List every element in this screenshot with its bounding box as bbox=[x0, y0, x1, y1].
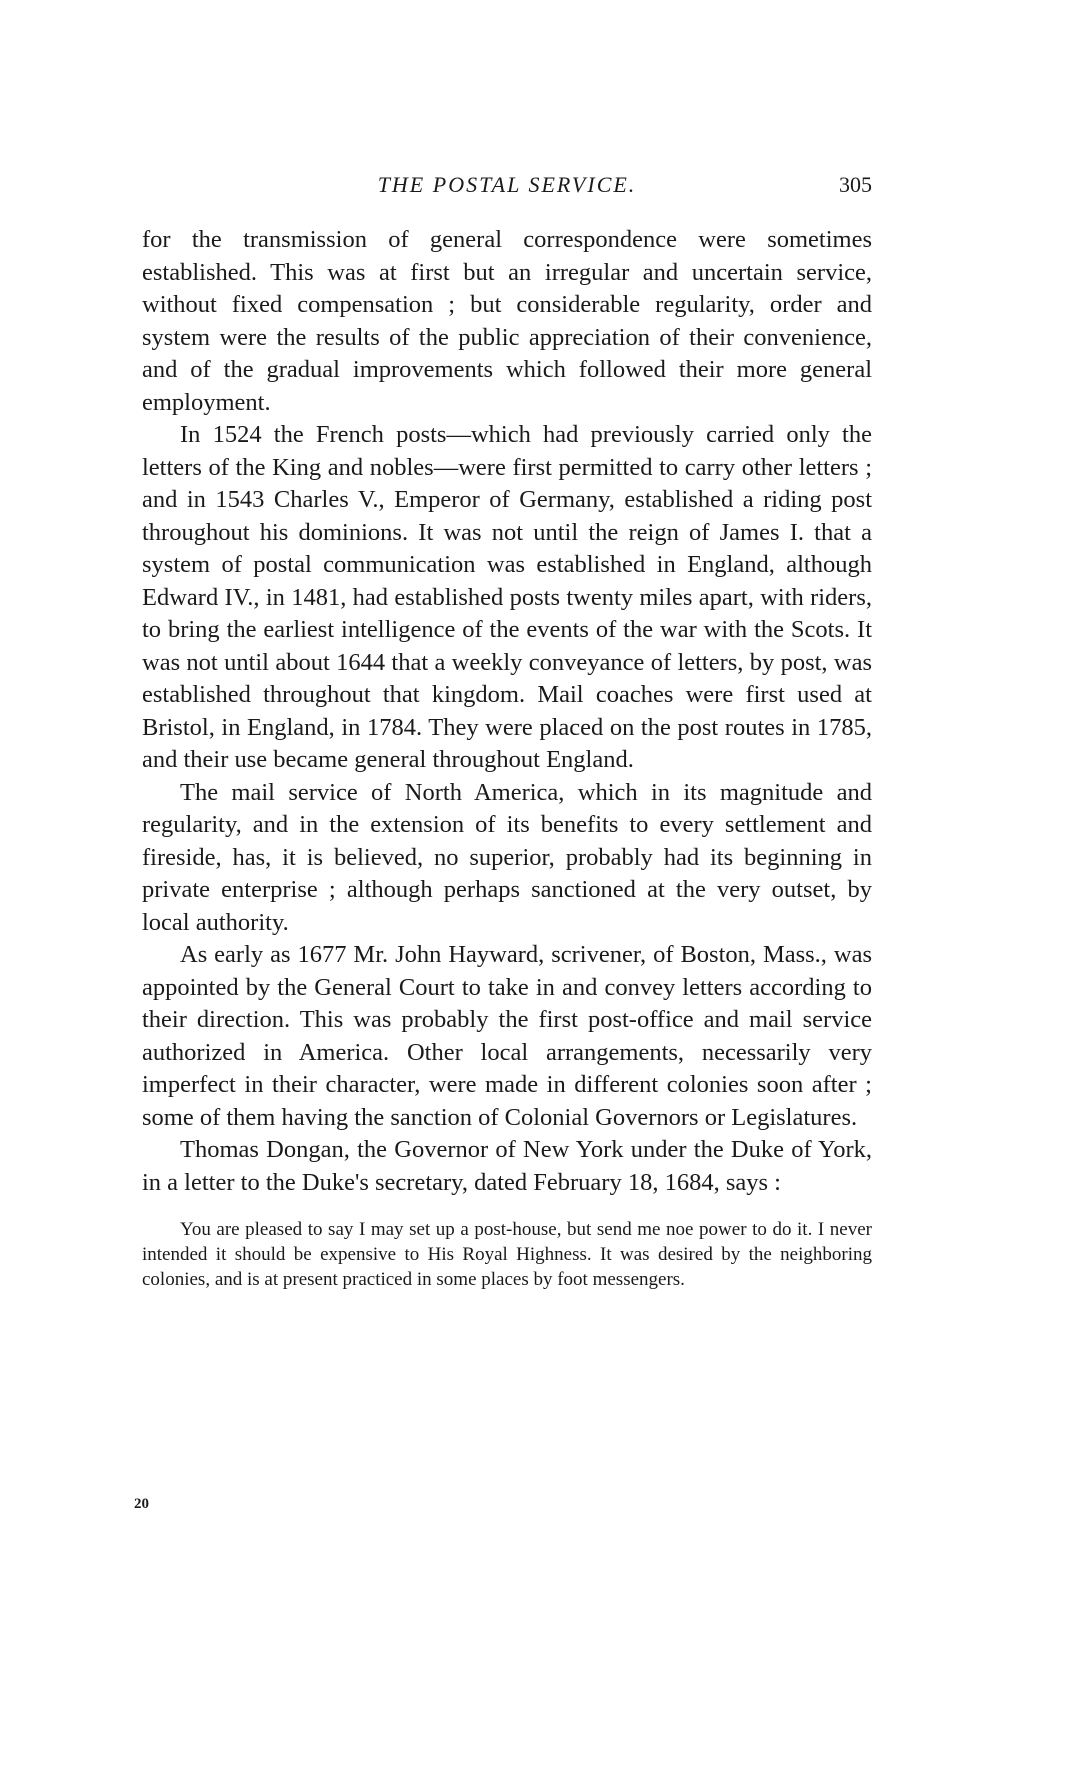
paragraph-thomas-dongan: Thomas Dongan, the Governor of New York under the Duke of York, in a letter to the Duke's secretary, dated February 18, 1684, says : bbox=[142, 1136, 872, 1196]
page bbox=[142, 170, 872, 1292]
paragraph-north-america: The mail service of North America, which in its magnitude and regularity, and in the extension of its benefits to every settlement and fireside, has, it is believed, no superior, probably had its beginning in private enterprise ; although perhaps sanctioned at the very outset, by local authority. bbox=[142, 778, 872, 936]
quote-text: You are pleased to say I may set up a post-house, but send me noe power to do it. I never intended it should be expensive to His Royal Highness. It was desired by the neighboring colonies, and is at present practiced in some places by foot messengers. bbox=[142, 1219, 872, 1290]
page-header bbox=[142, 170, 872, 202]
paragraph-john-hayward: As early as 1677 Mr. John Hayward, scrivener, of Boston, Mass., was appointed by the General Court to take in and convey letters according to their direction. This was probably the first post-office and mail service authorized in America. Other local arrangements, necessarily very imperfect in their character, were made in different colonies soon after ; some of them having the sanction of Colonial Governors or Legislatures. bbox=[142, 941, 872, 1131]
body-text bbox=[142, 224, 872, 1199]
paragraph-continued: for the transmission of general correspondence were sometimes established. This was at first but an irregular and uncertain service, without fixed compensation ; but considerable regularity, order and system were the results of the public appreciation of their convenience, and of the gradual improvements which followed their more general employment. bbox=[142, 226, 872, 416]
block-quote bbox=[142, 1217, 872, 1292]
running-title: THE POSTAL SERVICE. bbox=[377, 172, 637, 197]
paragraph-french-posts: In 1524 the French posts—which had previously carried only the letters of the King and nobles—were first permitted to carry other letters ; and in 1543 Charles V., Emperor of Germany, established a riding post throughout his dominions. It was not until the reign of James I. that a system of postal communication was established in England, although Edward IV., in 1481, had established posts twenty miles apart, with riders, to bring the earliest intelligence of the events of the war with the Scots. It was not until about 1644 that a weekly conveyance of letters, by post, was established throughout that kingdom. Mail coaches were first used at Bristol, in England, in 1784. They were placed on the post routes in 1785, and their use became general throughout England. bbox=[142, 421, 872, 773]
page-number: 305 bbox=[839, 172, 872, 197]
signature-mark: 20 bbox=[134, 1496, 149, 1512]
